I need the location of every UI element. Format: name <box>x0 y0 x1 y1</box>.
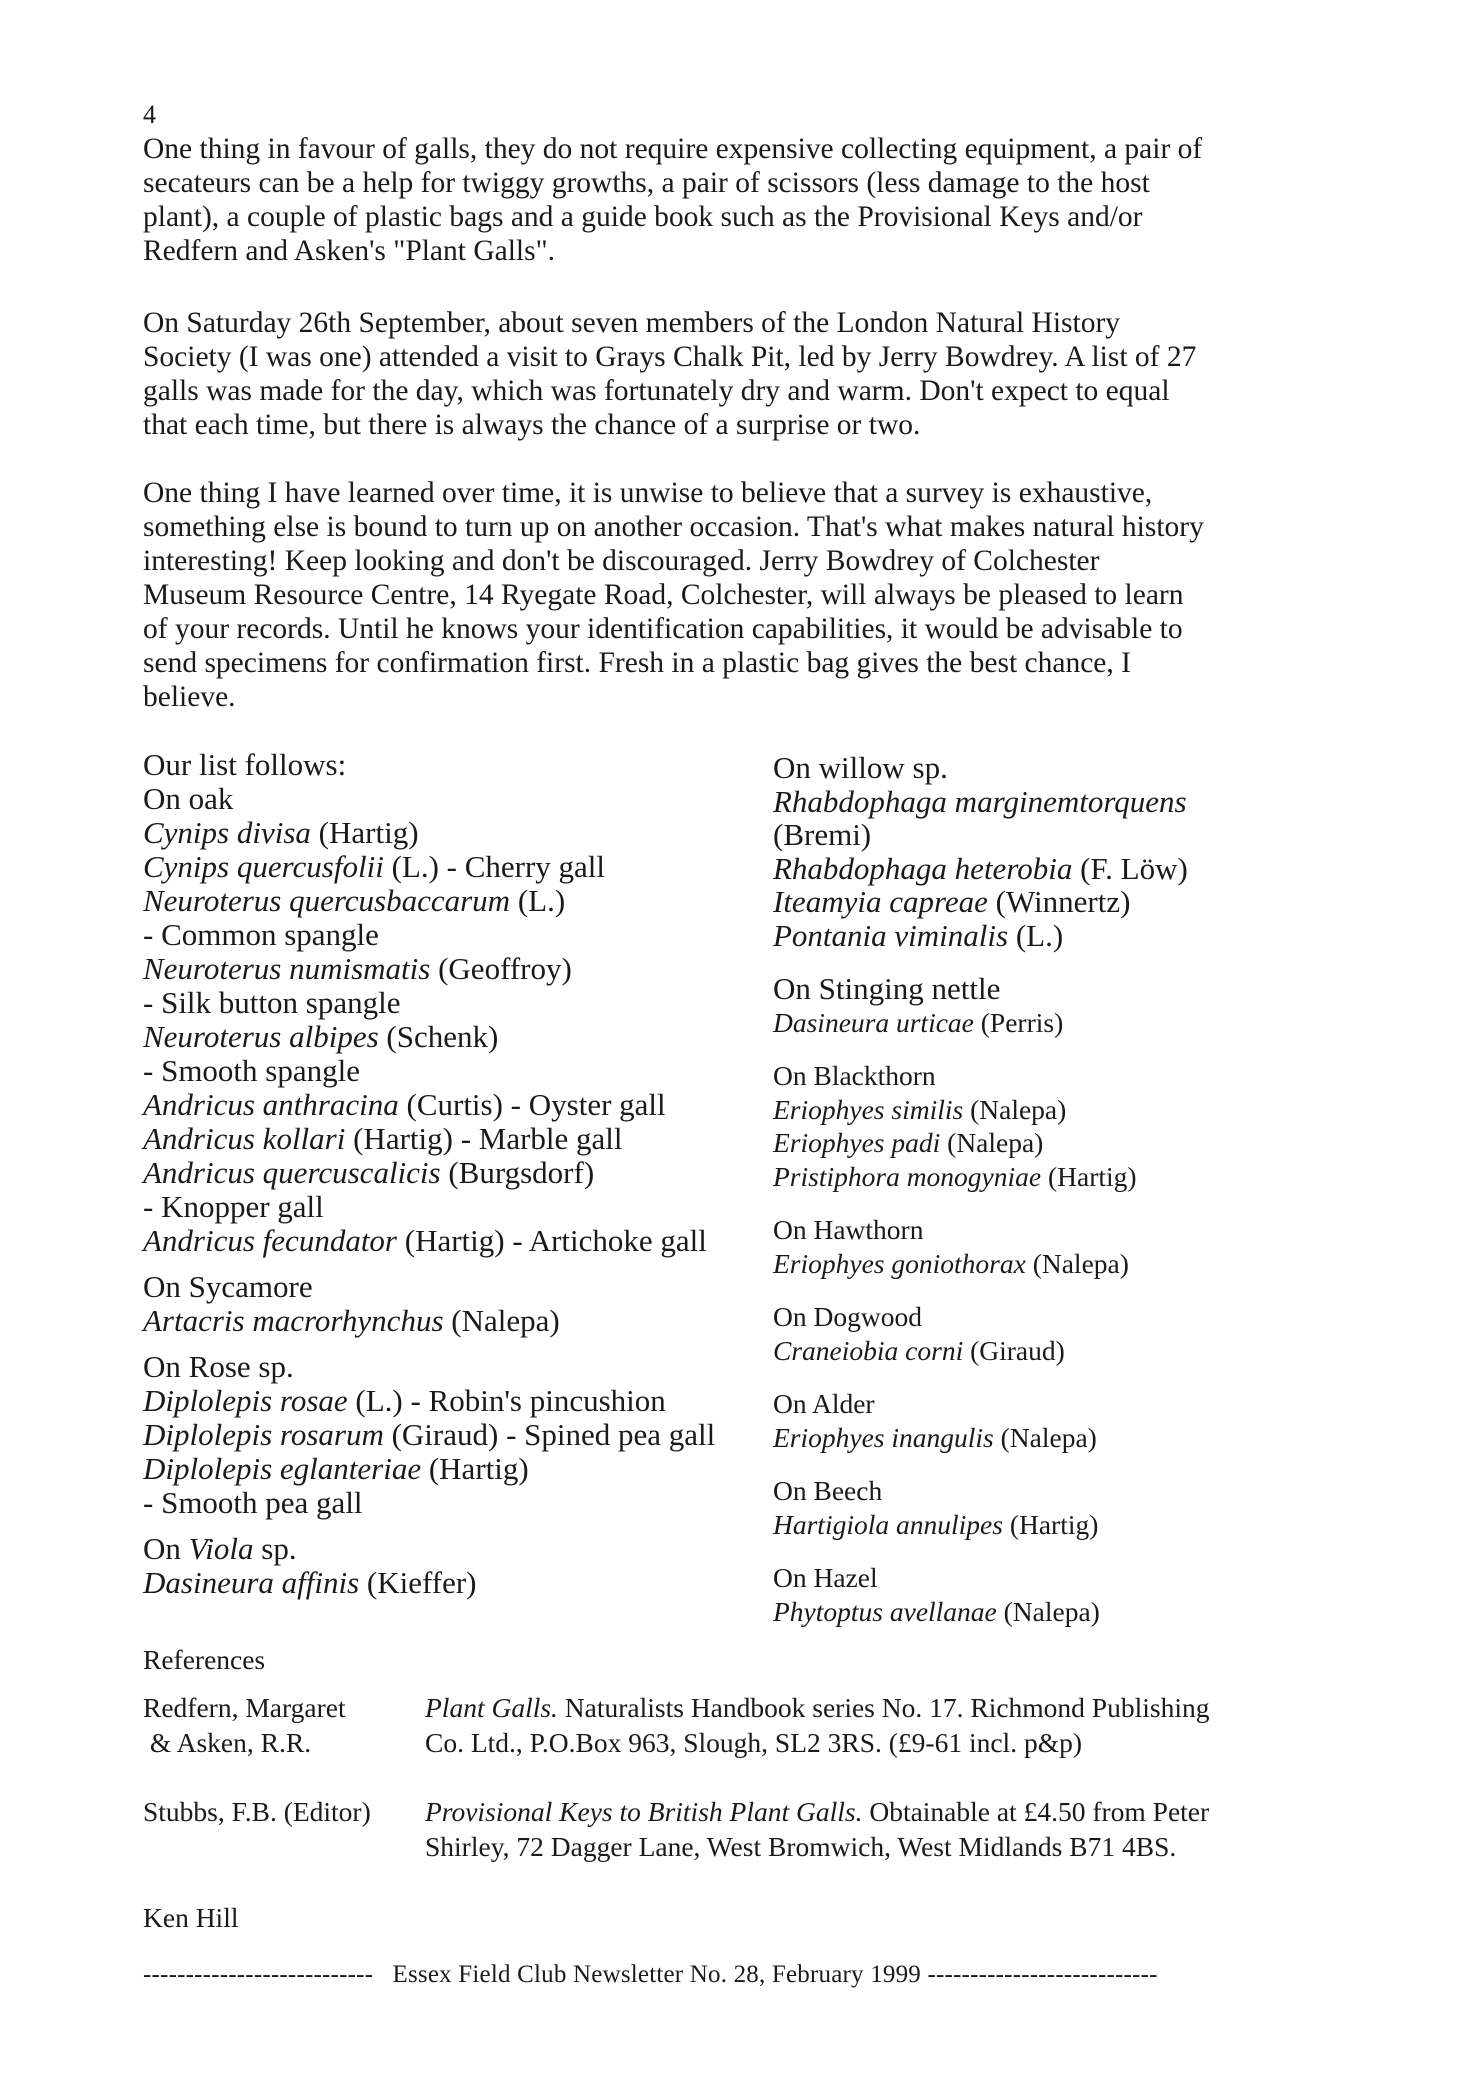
gall-entry: Diplolepis eglanteriae (Hartig) <box>143 1451 529 1486</box>
paragraph-line: Society (I was one) attended a visit to Grays Chalk Pit, led by Jerry Bowdrey. A list of 27 <box>143 341 1197 373</box>
gall-entry: - Silk button spangle <box>143 985 401 1020</box>
newsletter-footer: --------------------------- Essex Field Club Newsletter No. 28, February 1999 --------------------------- <box>143 1961 1158 1988</box>
gall-entry: Hartigiola annulipes (Hartig) <box>773 1508 1099 1540</box>
paragraph-line: On Saturday 26th September, about seven members of the London Natural History <box>143 307 1121 339</box>
references-heading: References <box>143 1644 266 1675</box>
paragraph-line: believe. <box>143 681 236 713</box>
reference-author: Redfern, Margaret & Asken, R.R. <box>143 1692 346 1758</box>
gall-entry: - Smooth pea gall <box>143 1485 363 1520</box>
intro-paragraph <box>143 132 1343 268</box>
gall-entry: Eriophyes inangulis (Nalepa) <box>773 1421 1097 1453</box>
gall-entry: Cynips quercusfolii (L.) - Cherry gall <box>143 849 606 884</box>
gall-entry: Rhabdophaga heterobia (F. Löw) <box>773 850 1188 886</box>
host-heading: On Hawthorn <box>773 1214 924 1245</box>
host-group-hazel <box>773 1561 1188 1628</box>
paragraph-line: galls was made for the day, which was fortunately dry and warm. Don't expect to equal <box>143 375 1170 407</box>
gall-entry: - Smooth spangle <box>143 1053 360 1088</box>
host-group-sycamore <box>143 1270 715 1338</box>
visit-paragraph <box>143 306 1343 442</box>
gall-entry: Dasineura urticae (Perris) <box>773 1006 1064 1038</box>
host-heading: On oak <box>143 781 234 816</box>
paragraph-line: Museum Resource Centre, 14 Ryegate Road, Colchester, will always be pleased to learn <box>143 579 1184 611</box>
host-heading: On Viola sp. <box>143 1531 297 1566</box>
author-signature: Ken Hill <box>143 1902 239 1933</box>
paragraph-line: plant), a couple of plastic bags and a guide book such as the Provisional Keys and/or <box>143 201 1143 233</box>
paragraph-line: of your records. Until he knows your identification capabilities, it would be advisable to <box>143 613 1183 645</box>
gall-entry: Andricus anthracina (Curtis) - Oyster gall <box>143 1087 666 1122</box>
paragraph-line: One thing in favour of galls, they do not require expensive collecting equipment, a pair of <box>143 133 1203 165</box>
host-group-blackthorn <box>773 1059 1188 1193</box>
paragraph-line: something else is bound to turn up on another occasion. That's what makes natural history <box>143 511 1204 543</box>
host-heading: On Beech <box>773 1475 883 1506</box>
host-group-alder <box>773 1387 1188 1454</box>
host-group-rose <box>143 1350 715 1520</box>
gall-entry: Neuroterus quercusbaccarum (L.) <box>143 883 566 918</box>
gall-entry: Dasineura affinis (Kieffer) <box>143 1565 477 1600</box>
host-group-viola <box>143 1532 715 1600</box>
gall-entry: Andricus fecundator (Hartig) - Artichoke gall <box>143 1223 707 1258</box>
host-group-oak <box>143 782 715 1258</box>
gall-entry: Neuroterus albipes (Schenk) <box>143 1019 499 1054</box>
gall-entry: Iteamyia capreae (Winnertz) <box>773 884 1131 919</box>
gall-entry: Pontania viminalis (L.) <box>773 917 1064 953</box>
gall-entry: Diplolepis rosae (L.) - Robin's pincushion <box>143 1383 666 1418</box>
host-heading: On Rose sp. <box>143 1349 294 1384</box>
gall-entry: Phytoptus avellanae (Nalepa) <box>773 1595 1100 1627</box>
gall-entry: Eriophyes padi (Nalepa) <box>773 1127 1044 1158</box>
host-group-hawthorn <box>773 1213 1188 1280</box>
gall-entry: (Bremi) <box>773 817 872 852</box>
gall-entry: - Common spangle <box>143 917 379 952</box>
host-heading: On Blackthorn <box>773 1060 936 1091</box>
host-group-willow <box>773 751 1188 952</box>
host-heading: On willow sp. <box>773 750 948 785</box>
paragraph-line: One thing I have learned over time, it is unwise to believe that a survey is exhaustive, <box>143 477 1153 509</box>
reference-entry: Plant Galls. Naturalists Handbook series No. 17. Richmond Publishing Co. Ltd., P.O.Box 963, Slough, SL2 3RS. (£9-61 incl. p&p) <box>425 1692 1210 1758</box>
host-heading: On Hazel <box>773 1562 878 1593</box>
gall-entry: Andricus kollari (Hartig) - Marble gall <box>143 1121 623 1156</box>
host-heading: On Alder <box>773 1388 875 1419</box>
paragraph-line: send specimens for confirmation first. Fresh in a plastic bag gives the best chance, I <box>143 647 1131 679</box>
reference-author: Stubbs, F.B. (Editor) <box>143 1796 371 1827</box>
paragraph-line: interesting! Keep looking and don't be discouraged. Jerry Bowdrey of Colchester <box>143 545 1100 577</box>
gall-entry: Neuroterus numismatis (Geoffroy) <box>143 951 572 986</box>
gall-entry: Andricus quercuscalicis (Burgsdorf) <box>143 1155 595 1190</box>
gall-entry: Eriophyes goniothorax (Nalepa) <box>773 1247 1129 1279</box>
gall-entry: Pristiphora monogyniae (Hartig) <box>773 1160 1137 1192</box>
host-heading: On Sycamore <box>143 1269 313 1304</box>
page-number: 4 <box>143 100 156 129</box>
gall-entry: Artacris macrorhynchus (Nalepa) <box>143 1303 560 1338</box>
host-heading: On Dogwood <box>773 1301 922 1332</box>
gall-entry: Craneiobia corni (Giraud) <box>773 1334 1065 1366</box>
gall-list-left <box>143 748 715 1600</box>
gall-entry: Rhabdophaga marginemtorquens <box>773 783 1187 819</box>
paragraph-line: Redfern and Asken's "Plant Galls". <box>143 235 556 267</box>
list-intro: Our list follows: <box>143 747 347 782</box>
reference-entry: Provisional Keys to British Plant Galls. Obtainable at £4.50 from Peter Shirley, 72 Dagger Lane, West Bromwich, West Midlands B71 4BS. <box>425 1796 1210 1862</box>
host-group-dogwood <box>773 1300 1188 1367</box>
host-group-beech <box>773 1474 1188 1541</box>
advice-paragraph <box>143 476 1343 714</box>
gall-entry: Eriophyes similis (Nalepa) <box>773 1093 1067 1125</box>
paragraph-line: that each time, but there is always the chance of a surprise or two. <box>143 409 921 441</box>
gall-entry: Cynips divisa (Hartig) <box>143 815 419 850</box>
paragraph-line: secateurs can be a help for twiggy growths, a pair of scissors (less damage to the host <box>143 167 1150 199</box>
host-heading: On Stinging nettle <box>773 971 1001 1006</box>
gall-list-right <box>773 751 1188 1628</box>
gall-entry: Diplolepis rosarum (Giraud) - Spined pea gall <box>143 1417 716 1452</box>
host-group-nettle <box>773 972 1188 1039</box>
gall-entry: - Knopper gall <box>143 1189 324 1224</box>
